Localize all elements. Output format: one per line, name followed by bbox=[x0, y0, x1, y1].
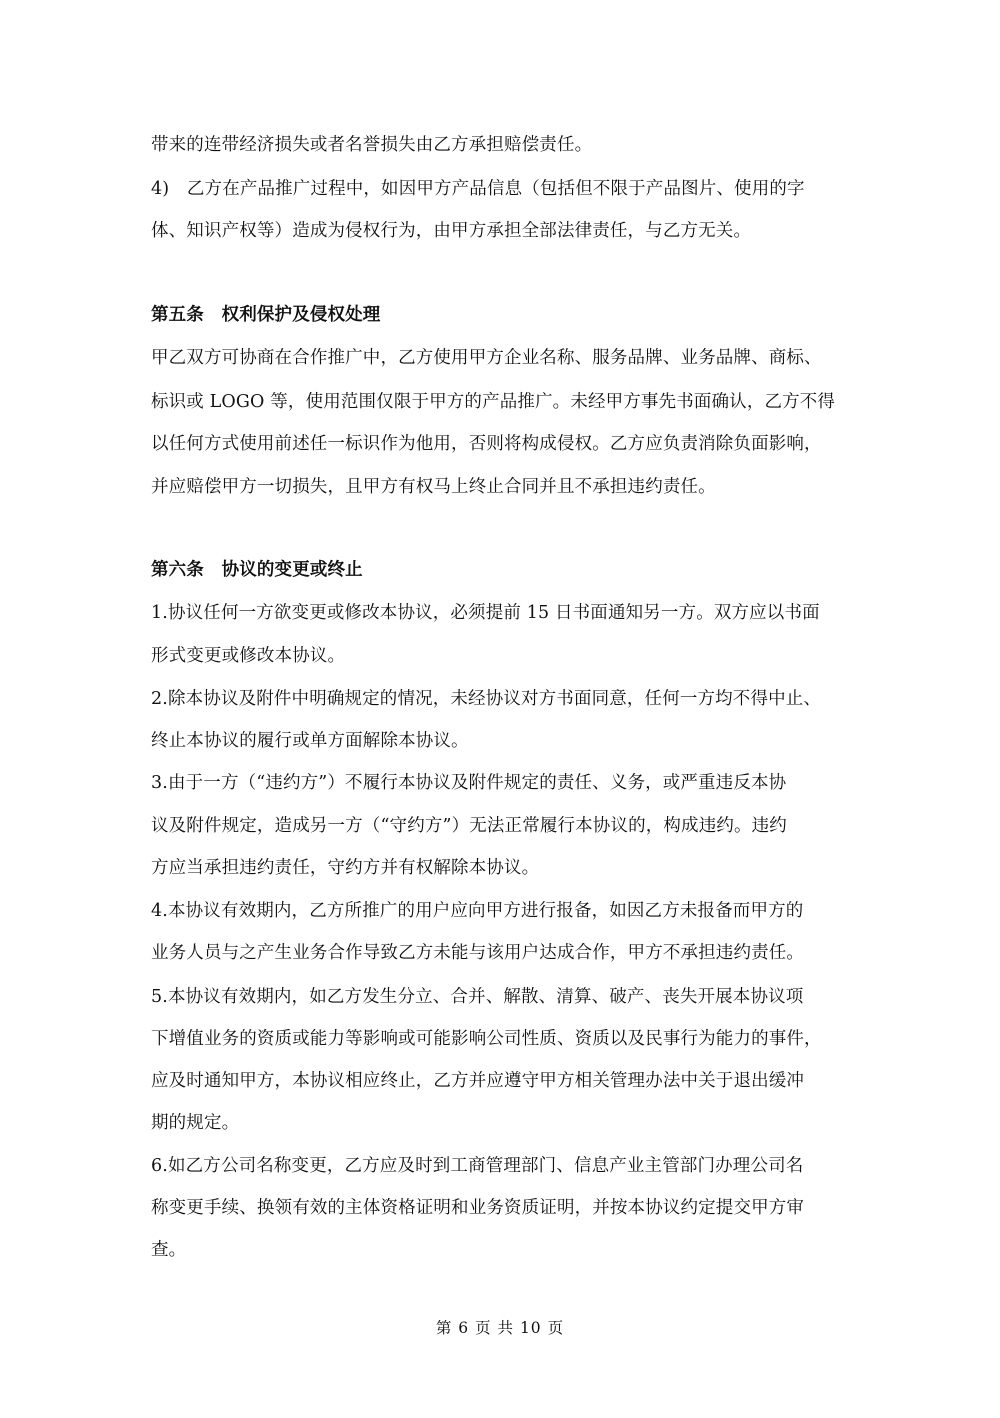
paragraph-line: 以任何方式使用前述任一标识作为他用，否则将构成侵权。乙方应负责消除负面影响， bbox=[151, 434, 822, 454]
paragraph-line: 标识或 LOGO 等，使用范围仅限于甲方的产品推广。未经甲方事先书面确认，乙方不得 bbox=[151, 392, 836, 412]
paragraph-line: 甲乙双方可协商在合作推广中，乙方使用甲方企业名称、服务品牌、业务品牌、商标、 bbox=[151, 348, 822, 368]
article-5-heading: 第五条 权利保护及侵权处理 bbox=[151, 305, 381, 325]
clause-2-line: 终止本协议的履行或单方面解除本协议。 bbox=[151, 731, 469, 751]
clause-5-line: 下增值业务的资质或能力等影响或可能影响公司性质、资质以及民事行为能力的事件， bbox=[151, 1029, 822, 1049]
list-item-4-line: 体、知识产权等）造成为侵权行为，由甲方承担全部法律责任，与乙方无关。 bbox=[151, 221, 752, 241]
clause-3-line: 议及附件规定，造成另一方（“守约方”）无法正常履行本协议的，构成违约。违约 bbox=[151, 816, 787, 836]
clause-1-line: 1.协议任何一方欲变更或修改本协议，必须提前 15 日书面通知另一方。双方应以书面 bbox=[151, 603, 820, 623]
article-6-heading: 第六条 协议的变更或终止 bbox=[151, 560, 363, 580]
clause-4-line: 业务人员与之产生业务合作导致乙方未能与该用户达成合作，甲方不承担违约责任。 bbox=[151, 943, 805, 963]
clause-5-line: 5.本协议有效期内，如乙方发生分立、合并、解散、清算、破产、丧失开展本协议项 bbox=[151, 987, 804, 1007]
page-number-footer: 第 6 页 共 10 页 bbox=[435, 1319, 565, 1337]
clause-6-line: 6.如乙方公司名称变更，乙方应及时到工商管理部门、信息产业主管部门办理公司名 bbox=[151, 1156, 804, 1176]
clause-6-line: 查。 bbox=[151, 1240, 187, 1260]
clause-6-line: 称变更手续、换领有效的主体资格证明和业务资质证明，并按本协议约定提交甲方审 bbox=[151, 1198, 805, 1218]
clause-3-line: 3.由于一方（“违约方”）不履行本协议及附件规定的责任、义务，或严重违反本协 bbox=[151, 773, 787, 793]
paragraph-line: 带来的连带经济损失或者名誉损失由乙方承担赔偿责任。 bbox=[151, 135, 593, 155]
clause-3-line: 方应当承担违约责任，守约方并有权解除本协议。 bbox=[151, 858, 540, 878]
list-item-4-line: 4) 乙方在产品推广过程中，如因甲方产品信息（包括但不限于产品图片、使用的字 bbox=[151, 179, 805, 199]
clause-5-line: 期的规定。 bbox=[151, 1113, 240, 1133]
clause-4-line: 4.本协议有效期内，乙方所推广的用户应向甲方进行报备，如因乙方未报备而甲方的 bbox=[151, 901, 804, 921]
paragraph-line: 并应赔偿甲方一切损失，且甲方有权马上终止合同并且不承担违约责任。 bbox=[151, 477, 716, 497]
clause-5-line: 应及时通知甲方，本协议相应终止，乙方并应遵守甲方相关管理办法中关于退出缓冲 bbox=[151, 1071, 805, 1091]
clause-1-line: 形式变更或修改本协议。 bbox=[151, 646, 346, 666]
clause-2-line: 2.除本协议及附件中明确规定的情况，未经协议对方书面同意，任何一方均不得中止、 bbox=[151, 689, 822, 709]
